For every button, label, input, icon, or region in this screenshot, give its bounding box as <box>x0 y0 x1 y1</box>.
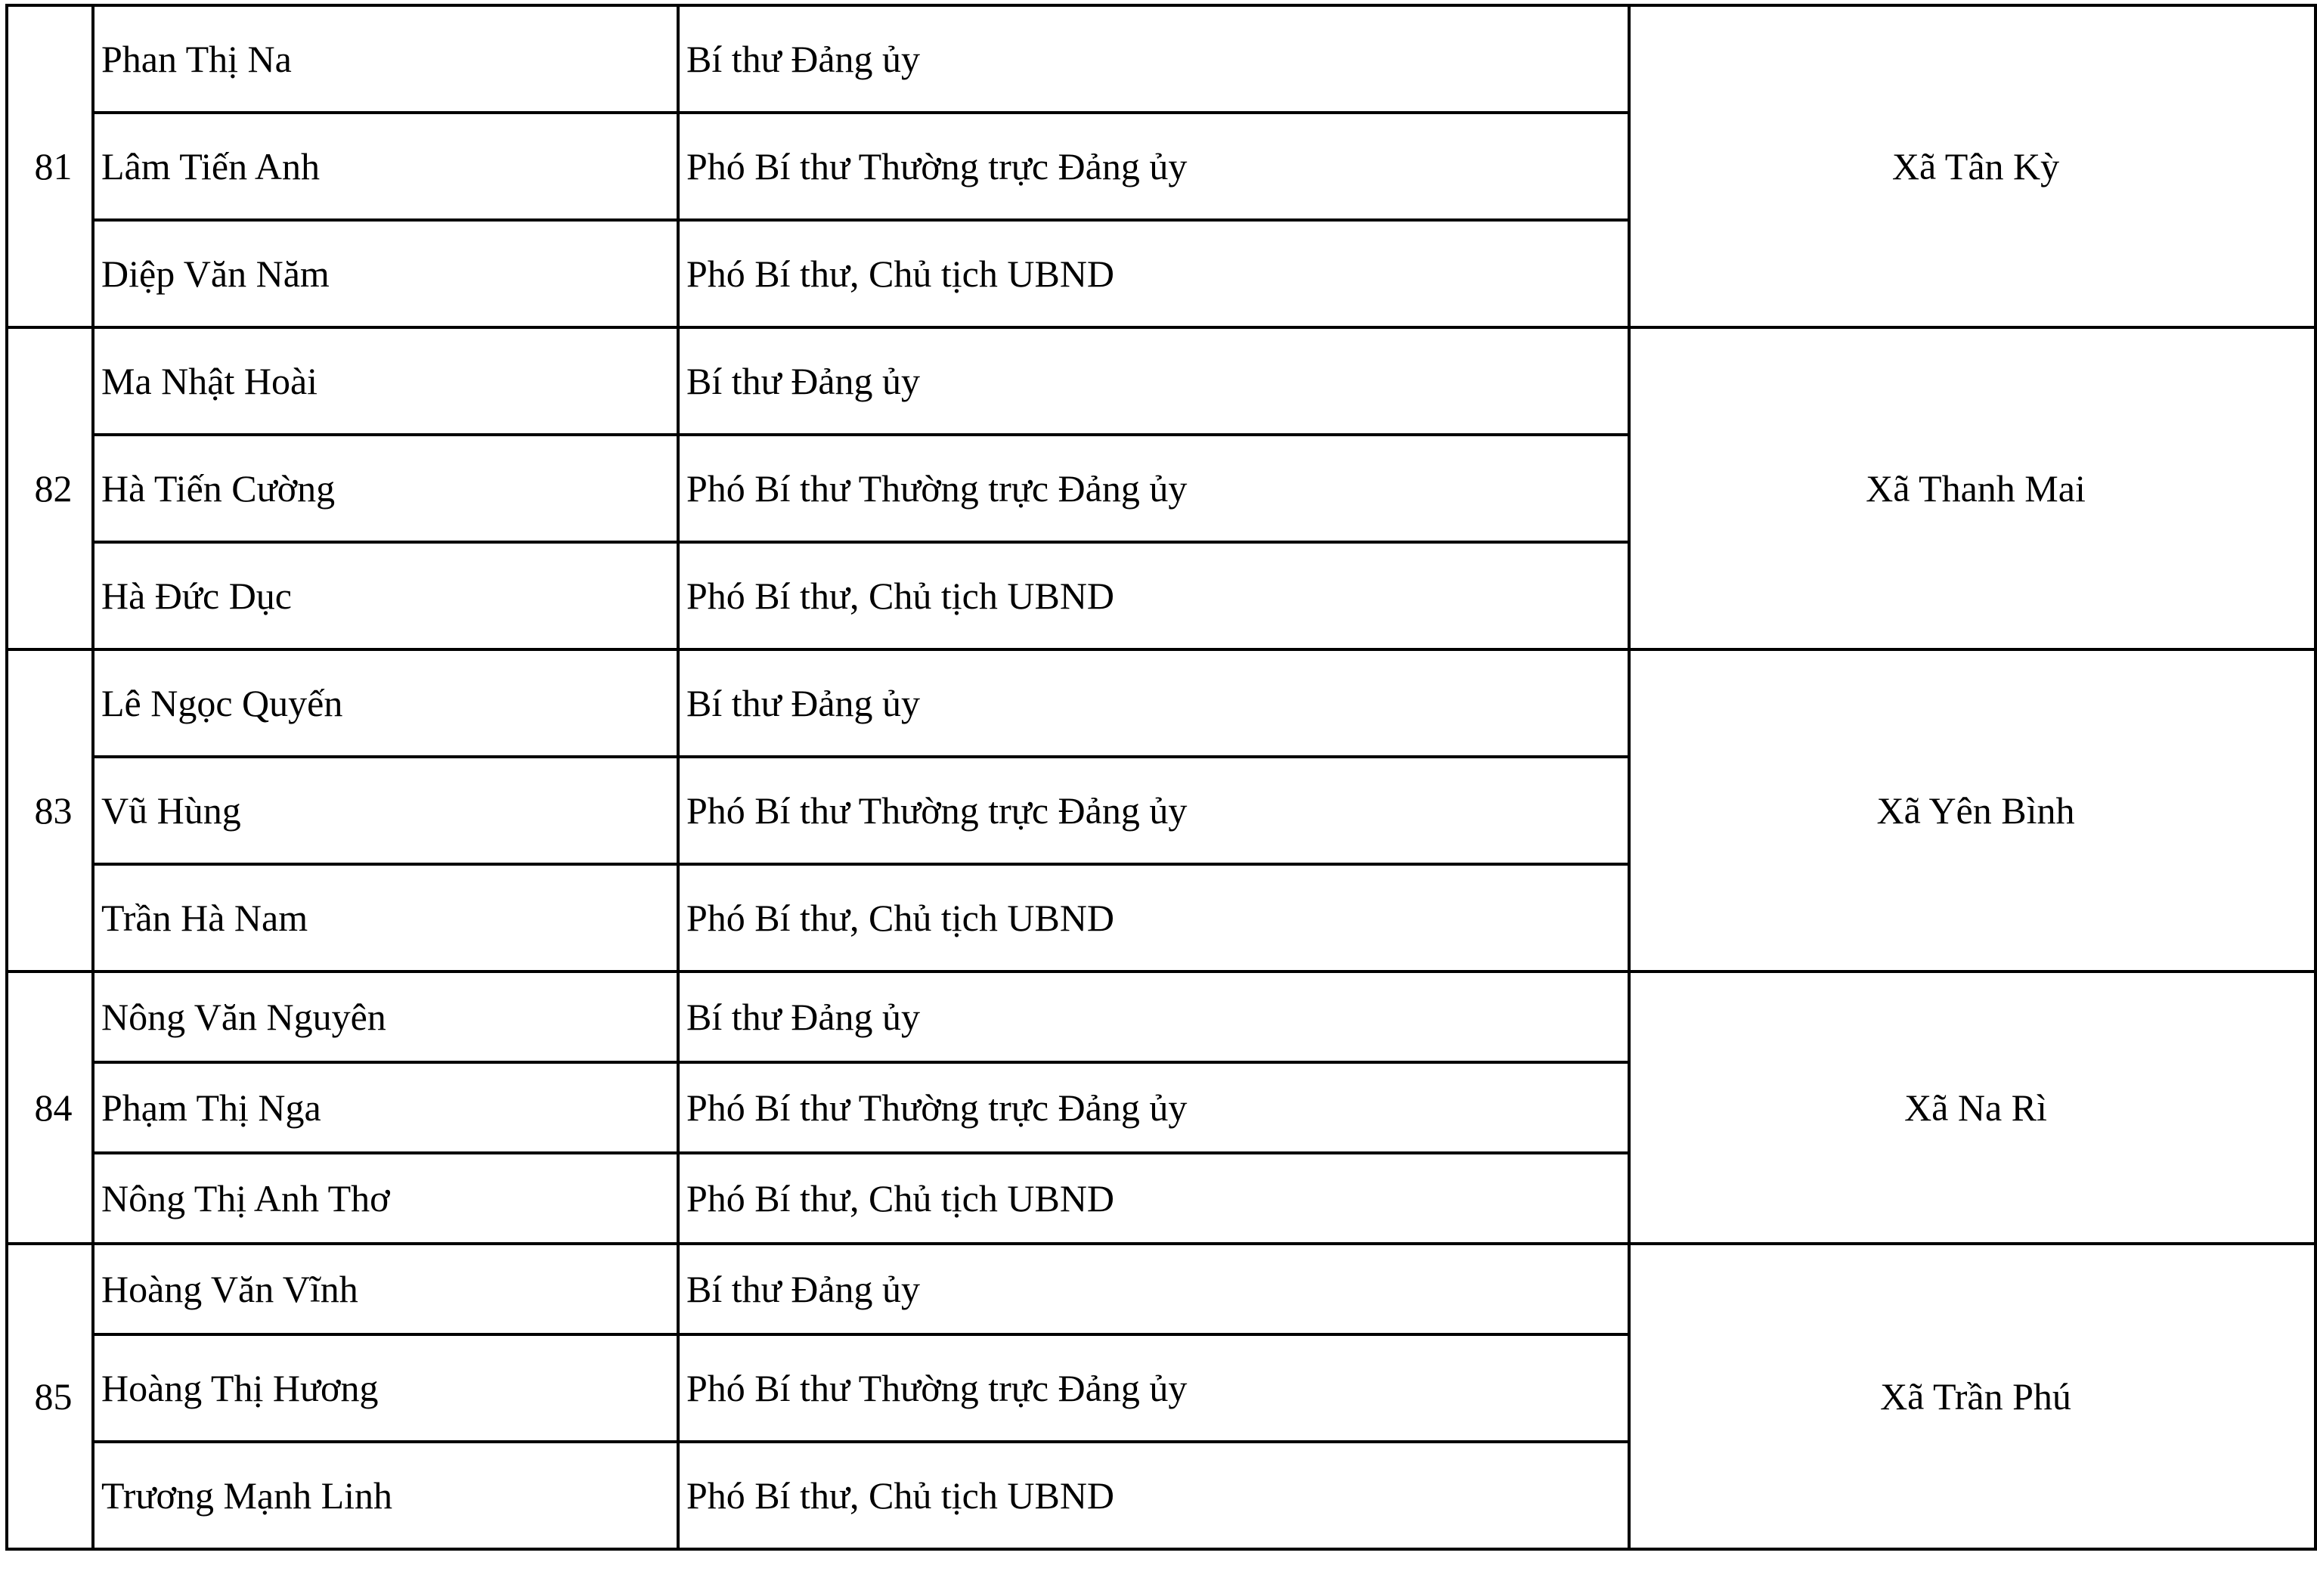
member-name: Hoàng Văn Vĩnh <box>93 1244 678 1334</box>
table-row <box>7 972 2315 1062</box>
member-role: Phó Bí thư Thường trực Đảng ủy <box>678 757 1629 864</box>
member-role: Phó Bí thư, Chủ tịch UBND <box>678 1153 1629 1244</box>
unit-name: Xã Na Rì <box>1629 972 2315 1244</box>
row-number: 82 <box>7 327 93 649</box>
member-name: Hà Tiến Cường <box>93 435 678 542</box>
member-role: Bí thư Đảng ủy <box>678 1244 1629 1334</box>
row-number: 81 <box>7 5 93 327</box>
table-row <box>7 5 2315 113</box>
row-number: 83 <box>7 649 93 972</box>
member-role: Phó Bí thư Thường trực Đảng ủy <box>678 1334 1629 1442</box>
table-row <box>7 649 2315 757</box>
personnel-table <box>5 4 2317 1551</box>
unit-name: Xã Trần Phú <box>1629 1244 2315 1549</box>
unit-name: Xã Tân Kỳ <box>1629 5 2315 327</box>
row-number: 85 <box>7 1244 93 1549</box>
member-name: Trần Hà Nam <box>93 864 678 972</box>
unit-name: Xã Thanh Mai <box>1629 327 2315 649</box>
personnel-table-body <box>7 5 2315 1549</box>
member-name: Nông Thị Anh Thơ <box>93 1153 678 1244</box>
unit-name: Xã Yên Bình <box>1629 649 2315 972</box>
member-role: Phó Bí thư Thường trực Đảng ủy <box>678 435 1629 542</box>
member-name: Hà Đức Dục <box>93 542 678 649</box>
member-name: Nông Văn Nguyên <box>93 972 678 1062</box>
member-name: Ma Nhật Hoài <box>93 327 678 435</box>
member-role: Phó Bí thư Thường trực Đảng ủy <box>678 113 1629 220</box>
member-role: Phó Bí thư, Chủ tịch UBND <box>678 864 1629 972</box>
member-name: Vũ Hùng <box>93 757 678 864</box>
member-name: Trương Mạnh Linh <box>93 1442 678 1549</box>
table-row <box>7 1244 2315 1334</box>
member-name: Lê Ngọc Quyến <box>93 649 678 757</box>
member-role: Bí thư Đảng ủy <box>678 972 1629 1062</box>
row-number: 84 <box>7 972 93 1244</box>
member-name: Phan Thị Na <box>93 5 678 113</box>
member-name: Diệp Văn Năm <box>93 220 678 327</box>
member-name: Hoàng Thị Hương <box>93 1334 678 1442</box>
member-role: Bí thư Đảng ủy <box>678 327 1629 435</box>
member-role: Phó Bí thư, Chủ tịch UBND <box>678 220 1629 327</box>
member-role: Phó Bí thư, Chủ tịch UBND <box>678 542 1629 649</box>
table-row <box>7 327 2315 435</box>
member-name: Lâm Tiến Anh <box>93 113 678 220</box>
member-role: Bí thư Đảng ủy <box>678 649 1629 757</box>
member-role: Bí thư Đảng ủy <box>678 5 1629 113</box>
member-name: Phạm Thị Nga <box>93 1062 678 1153</box>
member-role: Phó Bí thư, Chủ tịch UBND <box>678 1442 1629 1549</box>
member-role: Phó Bí thư Thường trực Đảng ủy <box>678 1062 1629 1153</box>
